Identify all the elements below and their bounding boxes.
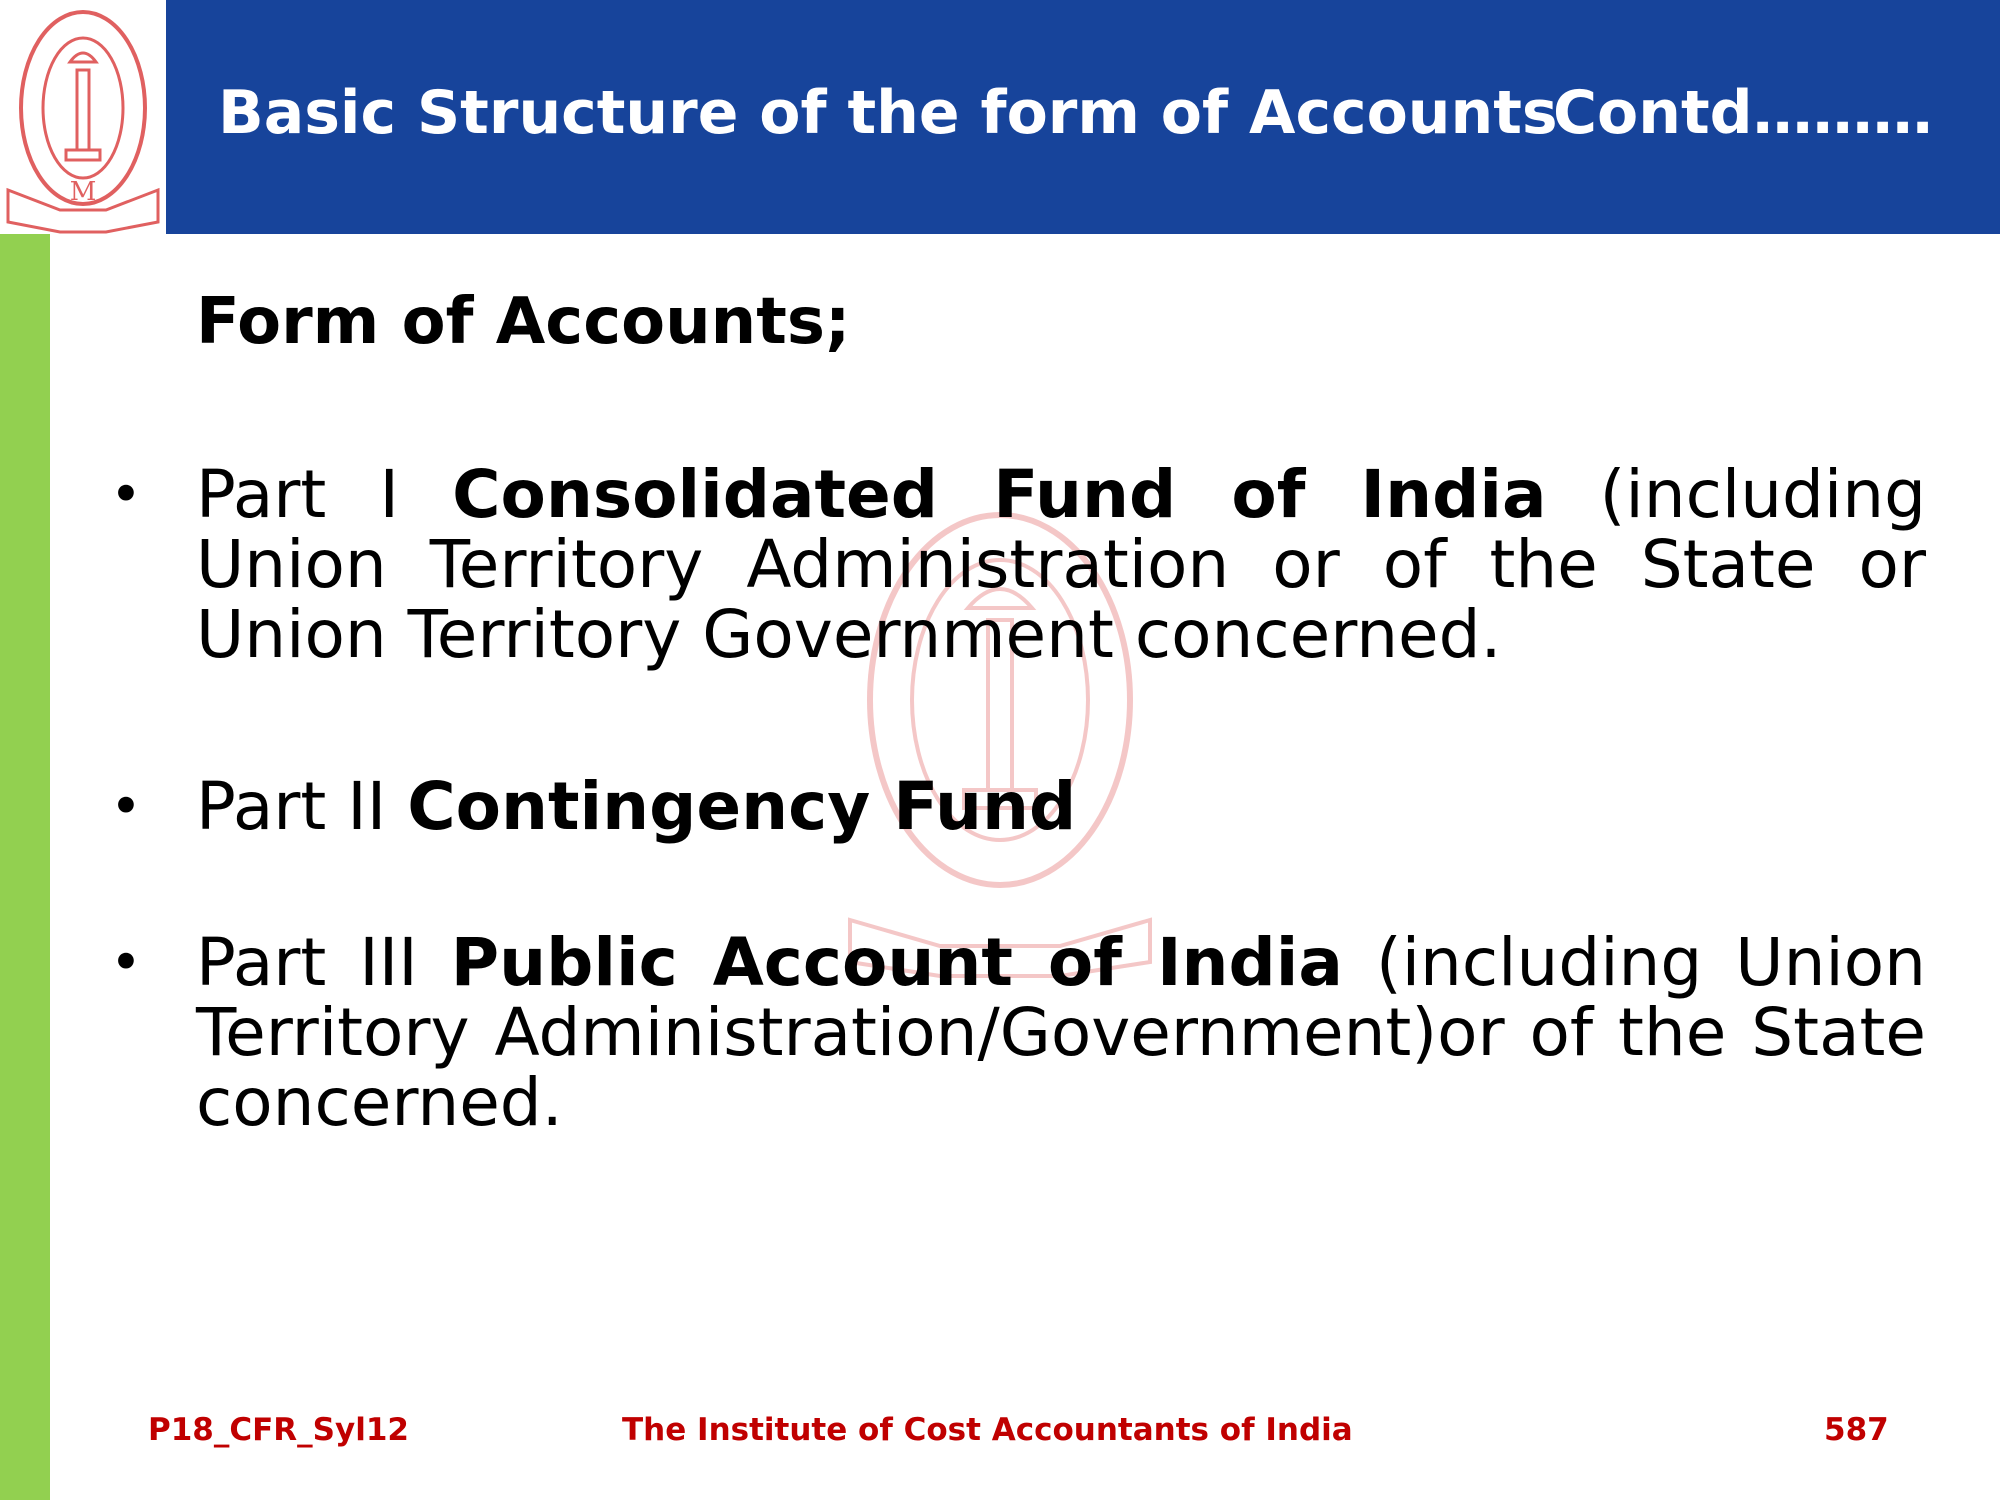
slide-title: Basic Structure of the form of Accounts	[218, 78, 1558, 148]
svg-text:M: M	[69, 177, 97, 207]
institute-logo	[0, 0, 166, 234]
bullet-item	[110, 768, 1930, 845]
bullet-icon: •	[110, 775, 142, 838]
footer-institute-name: The Institute of Cost Accountants of India	[622, 1412, 1353, 1448]
slide-title-contd: Contd………	[1553, 78, 1933, 148]
bullet-text: Part III Public Account of India (including Union Territory Administration/Government)or of the State concerned.	[196, 924, 1926, 1141]
bullet-bold-term: Consolidated Fund of India	[452, 456, 1547, 533]
bullet-item	[110, 456, 1930, 673]
bullet-icon: •	[110, 463, 142, 526]
bullet-bold-term: Public Account of India	[450, 924, 1343, 1001]
logo-emblem-icon	[0, 0, 166, 234]
footer-page-number: 587	[1824, 1412, 1889, 1448]
bullet-text: Part II Contingency Fund	[196, 768, 1077, 845]
bullet-icon: •	[110, 931, 142, 994]
bullet-item	[110, 924, 1930, 1141]
footer-course-code: P18_CFR_Syl12	[148, 1412, 409, 1448]
bullet-text: Part I Consolidated Fund of India (including Union Territory Administration or of the State or Union Territory Government concerned.	[196, 456, 1926, 673]
form-of-accounts-heading: Form of Accounts;	[196, 285, 851, 359]
side-accent-bar	[0, 234, 50, 1500]
bullet-bold-term: Contingency Fund	[407, 768, 1077, 845]
